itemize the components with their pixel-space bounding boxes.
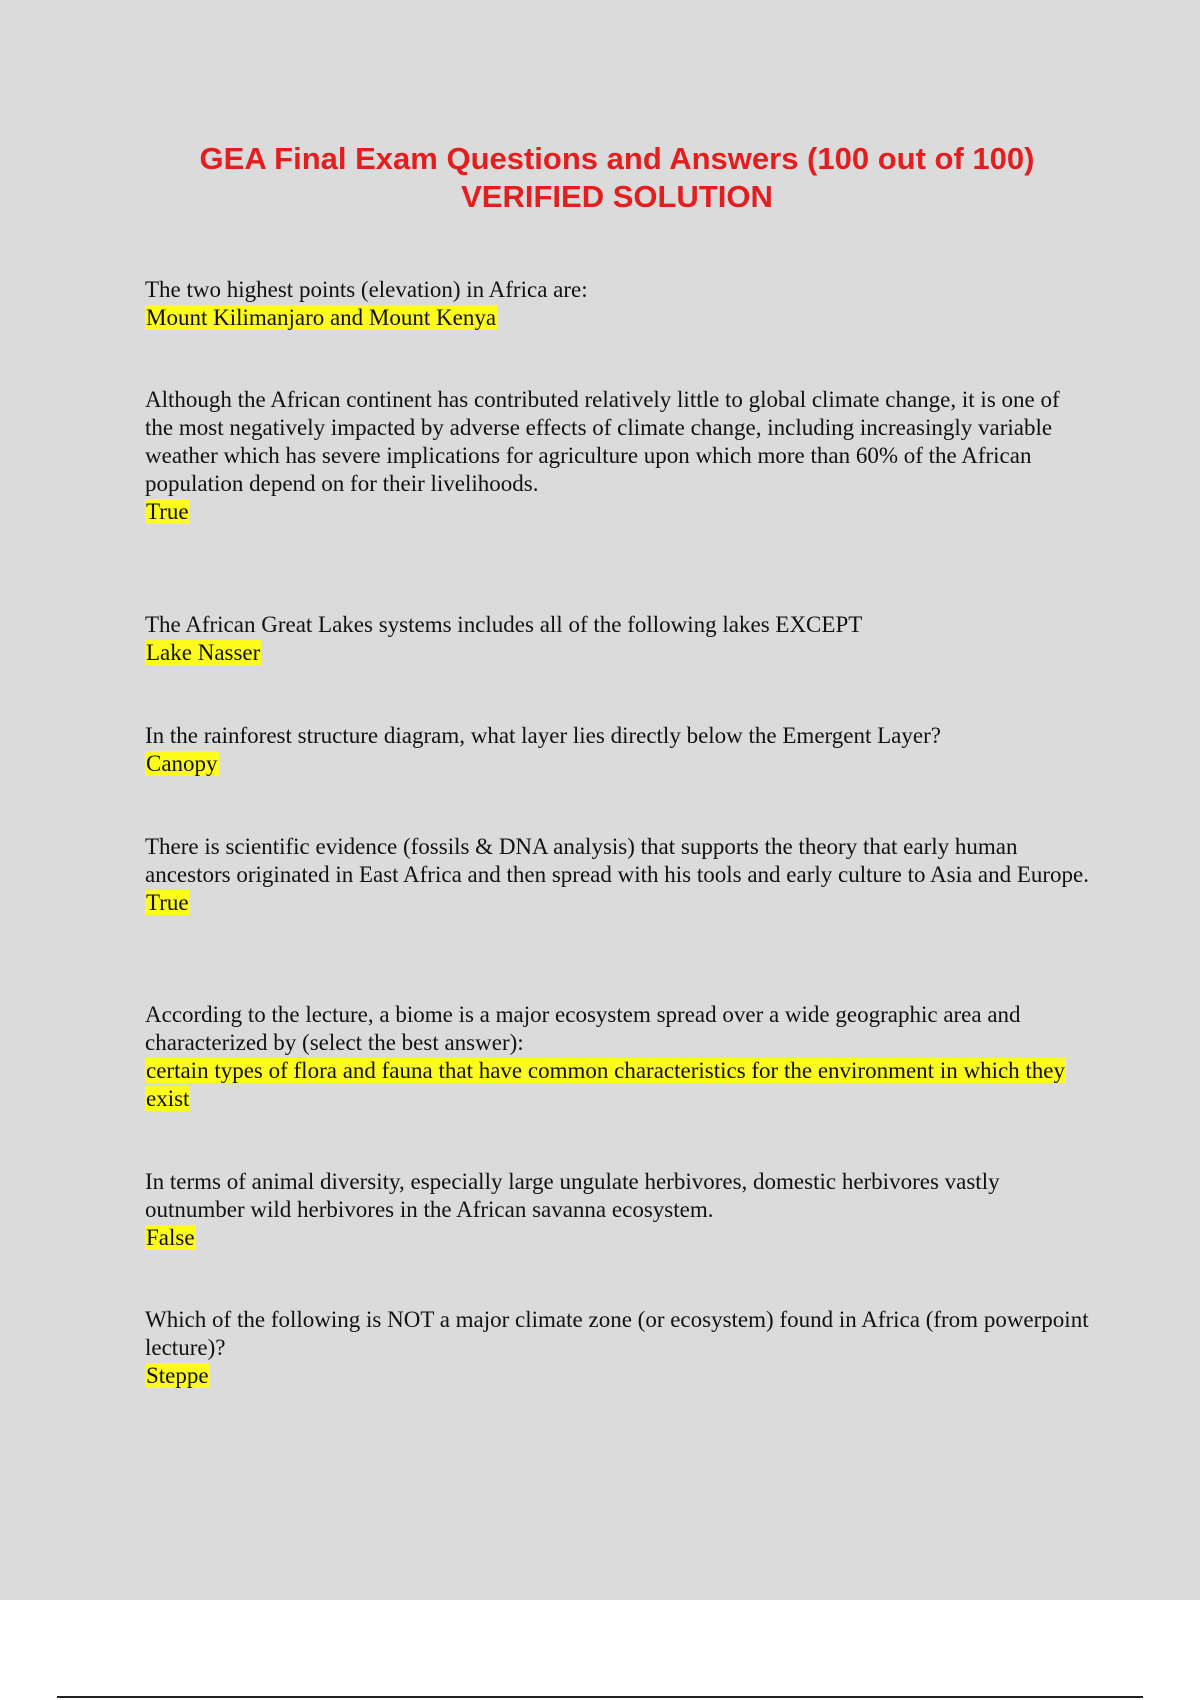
question-text: In the rainforest structure diagram, what layer lies directly below the Emergent Layer? [145, 723, 941, 748]
question-text: In terms of animal diversity, especially large ungulate herbivores, domestic herbivores vastly outnumber wild herbivores in the African savanna ecosystem. [145, 1169, 1000, 1222]
qa-item-1 [145, 276, 1090, 332]
answer-highlight: Steppe [146, 1363, 209, 1388]
answer-block [145, 1362, 1090, 1390]
answer-block [145, 1224, 1090, 1252]
question-text: There is scientific evidence (fossils & DNA analysis) that supports the theory that early human ancestors originated in East Africa and then spread with his tools and early culture to Asia and Europe. [145, 834, 1090, 887]
footer-divider [57, 1696, 1143, 1698]
question-text: The African Great Lakes systems includes all of the following lakes EXCEPT [145, 612, 863, 637]
document-title [100, 140, 1134, 216]
answer-highlight: True [146, 499, 189, 524]
answer-block [145, 750, 1090, 778]
answer-block [145, 498, 1090, 526]
qa-item-8 [145, 1306, 1090, 1390]
answer-highlight: Lake Nasser [146, 640, 261, 665]
question-text: Which of the following is NOT a major climate zone (or ecosystem) found in Africa (from powerpoint lecture)? [145, 1307, 1089, 1360]
qa-item-7 [145, 1168, 1090, 1252]
title-line-1: GEA Final Exam Questions and Answers (100 out of 100) [199, 141, 1035, 176]
answer-block [145, 304, 1090, 332]
answer-block [145, 639, 1090, 667]
title-line-2: VERIFIED SOLUTION [461, 179, 773, 214]
qa-item-5 [145, 833, 1090, 917]
question-text: According to the lecture, a biome is a major ecosystem spread over a wide geographic area and characterized by (select the best answer): [145, 1002, 1021, 1055]
answer-highlight: Mount Kilimanjaro and Mount Kenya [146, 305, 497, 330]
answer-highlight: certain types of flora and fauna that have common characteristics for the environment in which they exist [146, 1058, 1066, 1111]
question-text: Although the African continent has contributed relatively little to global climate change, it is one of the most negatively impacted by adverse effects of climate change, including increasingly variable weather which has severe implications for agriculture upon which more than 60% of the African population depend on for their livelihoods. [145, 387, 1060, 496]
question-text: The two highest points (elevation) in Africa are: [145, 277, 588, 302]
qa-item-2 [145, 386, 1090, 526]
answer-highlight: False [146, 1225, 195, 1250]
answer-block [145, 1057, 1090, 1113]
qa-item-6 [145, 1001, 1090, 1113]
answer-highlight: Canopy [146, 751, 218, 776]
qa-item-3 [145, 611, 1090, 667]
answer-highlight: True [146, 890, 189, 915]
qa-item-4 [145, 722, 1090, 778]
answer-block [145, 889, 1090, 917]
